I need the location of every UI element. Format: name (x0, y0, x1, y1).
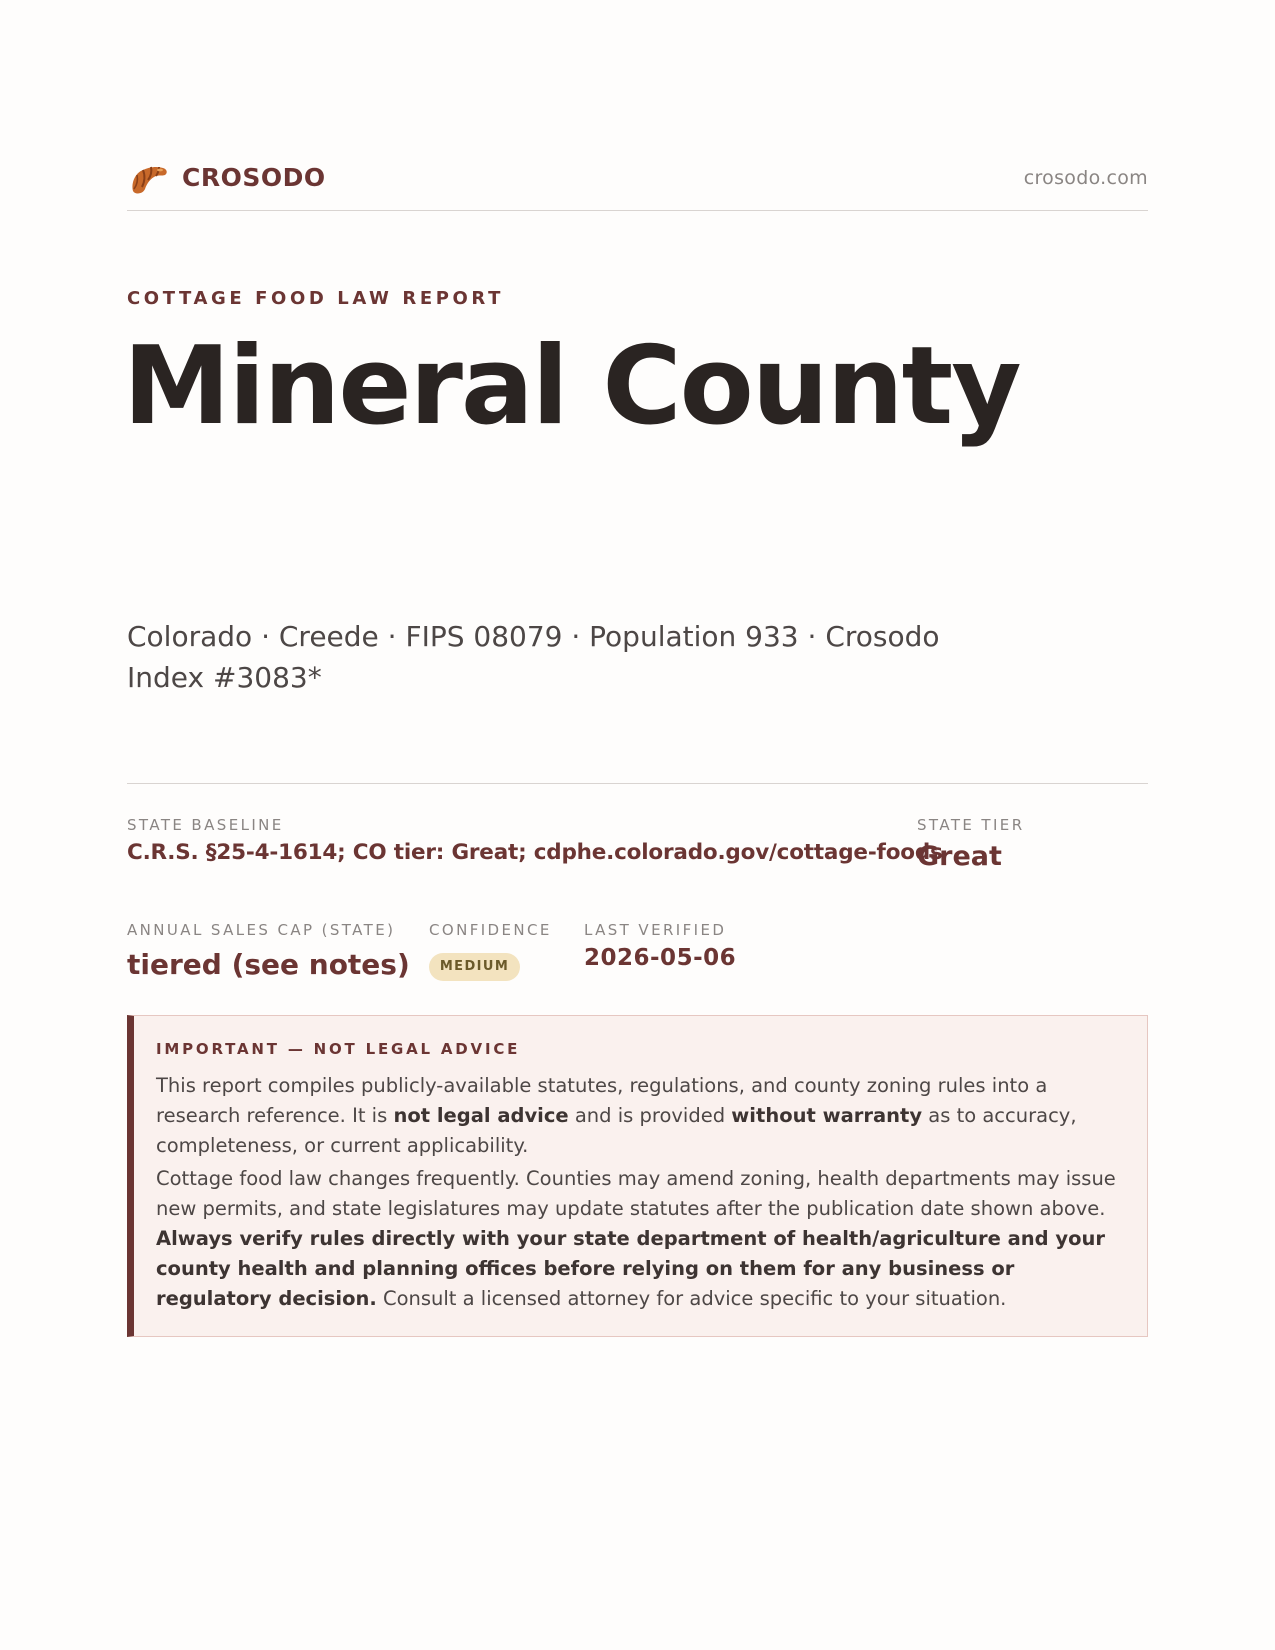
last-verified-label: LAST VERIFIED (584, 921, 727, 939)
page-title: Mineral County (123, 324, 1020, 449)
page-header (127, 158, 1148, 211)
state-tier-value: Great (917, 841, 1002, 872)
legal-notice-box (127, 1015, 1148, 1337)
report-kicker: COTTAGE FOOD LAW REPORT (127, 288, 504, 309)
brand-name: CROSODO (182, 163, 326, 192)
confidence-badge: MEDIUM (429, 953, 520, 981)
sales-cap-label: ANNUAL SALES CAP (STATE) (127, 921, 396, 939)
last-verified-value: 2026-05-06 (584, 945, 737, 971)
croissant-icon (129, 161, 169, 197)
notice-paragraph-1: This report compiles publicly-available statutes, regulations, and county zoning rules into a research reference. It is not legal advice and is provided without warranty as to accuracy, completeness, or current applicability. (156, 1074, 1077, 1157)
site-url[interactable]: crosodo.com (1023, 167, 1148, 189)
sales-cap-value: tiered (see notes) (127, 948, 410, 981)
state-baseline-value: C.R.S. §25-4-1614; CO tier: Great; cdphe.colorado.gov/cottage-foods (127, 840, 943, 865)
section-divider (127, 783, 1148, 784)
notice-paragraph-2: Cottage food law changes frequently. Counties may amend zoning, health departments may issue new permits, and state legislatures may update statutes after the publication date shown above. Always verify rules directly with your state department of health/agriculture and your county health and planning offices before relying on them for any business or regulatory decision. Consult a licensed attorney for advice specific to your situation. (156, 1167, 1116, 1310)
report-subtitle: Colorado · Creede · FIPS 08079 · Population 933 · Crosodo Index #3083* (127, 620, 940, 694)
state-baseline-label: STATE BASELINE (127, 816, 284, 834)
report-page (123, 0, 1148, 1650)
confidence-label: CONFIDENCE (429, 921, 552, 939)
notice-title: IMPORTANT — NOT LEGAL ADVICE (156, 1040, 521, 1058)
state-tier-label: STATE TIER (917, 816, 1025, 834)
